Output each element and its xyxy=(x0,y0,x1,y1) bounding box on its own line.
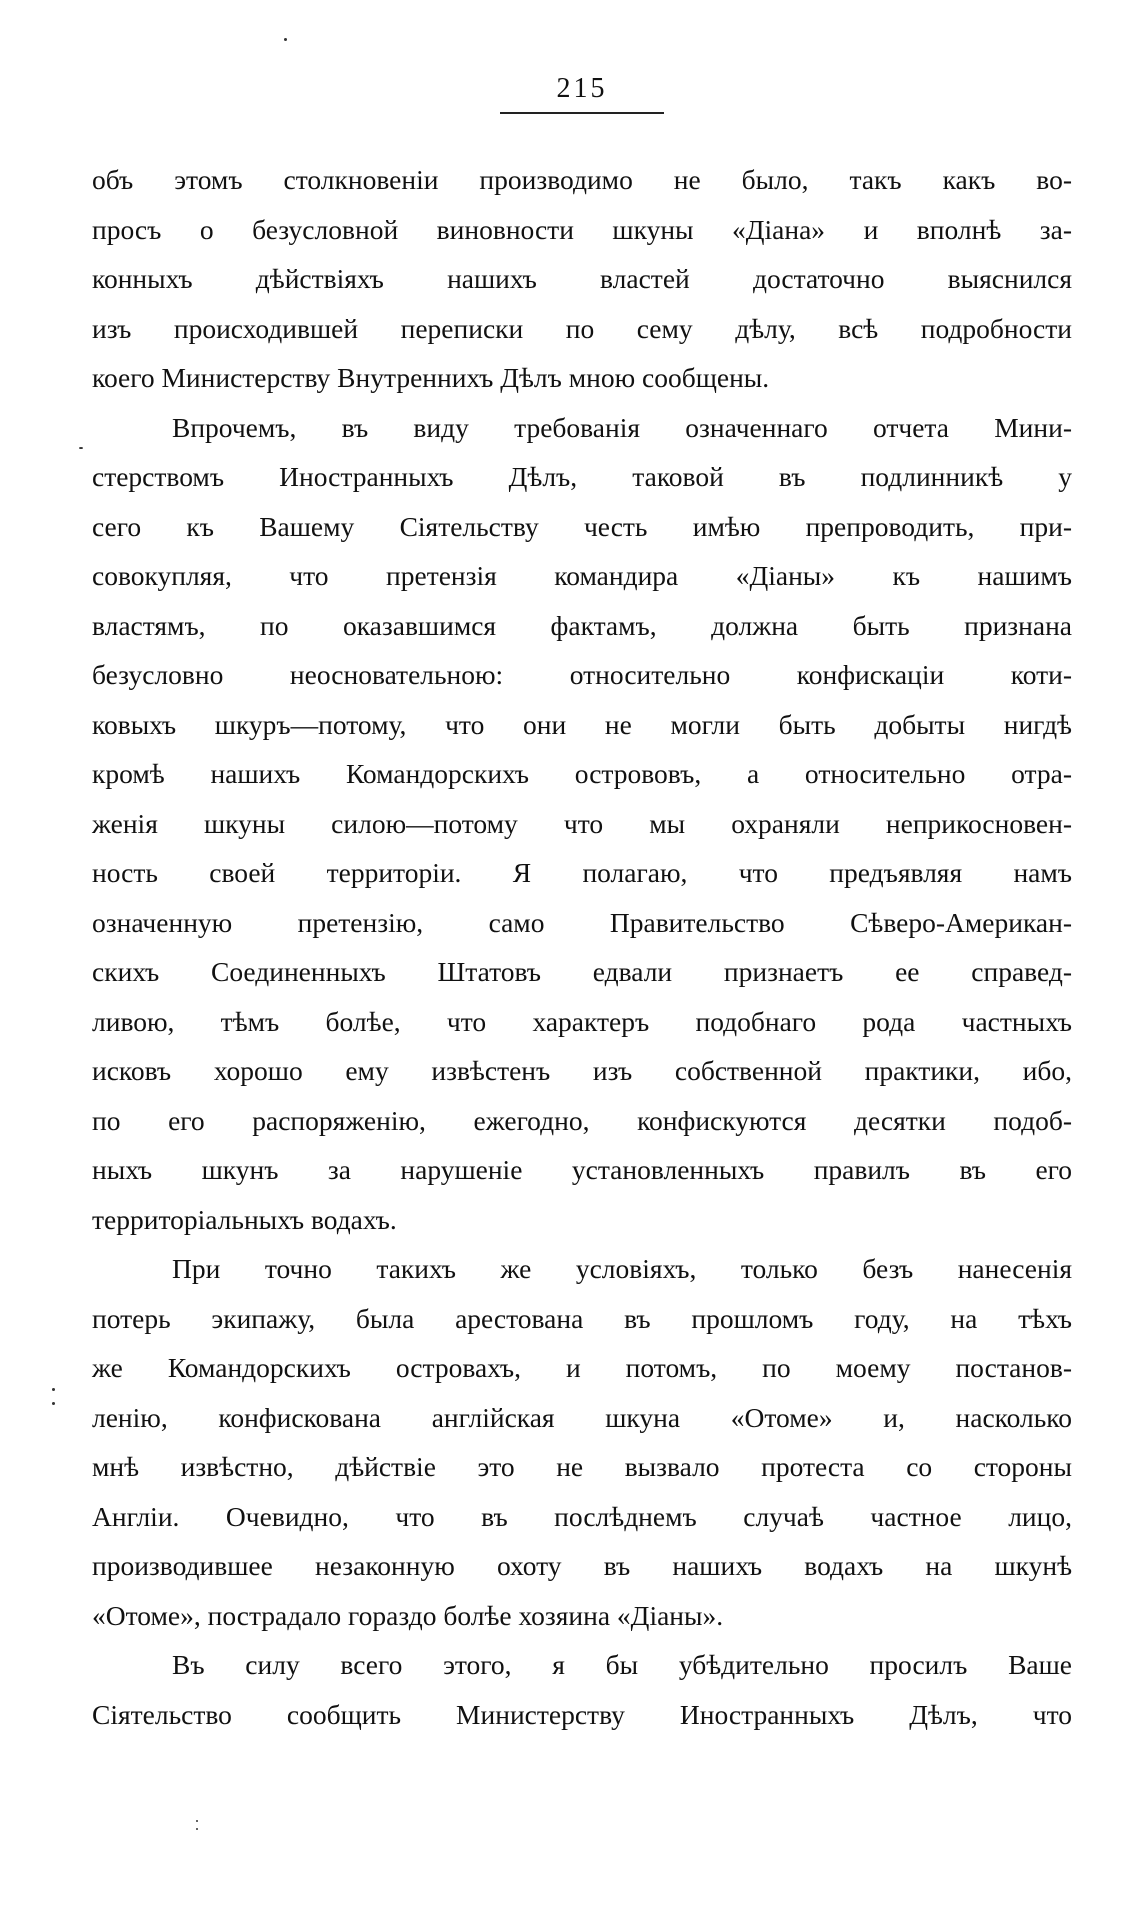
paragraph xyxy=(92,1244,1072,1640)
text-line: территоріальныхъ водахъ. xyxy=(92,1203,397,1235)
print-speck xyxy=(196,1828,198,1830)
print-speck xyxy=(52,1402,55,1405)
text-line: конныхъ дѣйствіяхъ нашихъ властей достаточно выяснился xyxy=(92,263,1072,294)
text-line: изъ происходившей переписки по сему дѣлу, всѣ подробности xyxy=(92,312,1072,344)
text-line: ленію, конфискована англійская шкуна «Отоме» и, насколько xyxy=(92,1401,1072,1433)
paragraph xyxy=(92,403,1072,1245)
text-line: При точно такихъ же условіяхъ, только безъ нанесенія xyxy=(172,1253,1072,1284)
paragraph xyxy=(92,1640,1072,1739)
text-line: по его распоряженію, ежегодно, конфискуются десятки подоб- xyxy=(92,1104,1072,1136)
text-line: мнѣ извѣстно, дѣйствіе это не вызвало протеста со стороны xyxy=(92,1451,1072,1482)
print-speck xyxy=(284,38,287,41)
page-number-rule xyxy=(500,112,664,114)
text-line: сего къ Вашему Сіятельству честь имѣю препроводить, при- xyxy=(92,510,1072,542)
text-line: производившее незаконную охоту въ нашихъ водахъ на шкунѣ xyxy=(92,1550,1072,1581)
text-line: Англіи. Очевидно, что въ послѣднемъ случаѣ частное лицо, xyxy=(92,1500,1072,1532)
print-speck xyxy=(79,447,83,449)
text-line: же Командорскихъ островахъ, и потомъ, по моему постанов- xyxy=(92,1352,1072,1383)
text-line: исковъ хорошо ему извѣстенъ изъ собственной практики, ибо, xyxy=(92,1055,1072,1086)
text-line: потерь экипажу, была арестована въ прошломъ году, на тѣхъ xyxy=(92,1302,1072,1334)
body-text xyxy=(92,155,1072,1739)
text-line: скихъ Соединенныхъ Штатовъ едвали признаетъ ее справед- xyxy=(92,956,1072,987)
text-line: кромѣ нашихъ Командорскихъ острововъ, а относительно отра- xyxy=(92,758,1072,789)
text-line: ливою, тѣмъ болѣе, что характеръ подобнаго рода частныхъ xyxy=(92,1005,1072,1037)
text-line: женія шкуны силою—потому что мы охраняли неприкосновен- xyxy=(92,807,1072,839)
text-line: просъ о безусловной виновности шкуны «Діана» и вполнѣ за- xyxy=(92,213,1072,245)
text-line: ность своей территоріи. Я полагаю, что предъявляя намъ xyxy=(92,857,1072,888)
print-speck xyxy=(52,1388,55,1391)
text-line: ковыхъ шкуръ—потому, что они не могли быть добыты нигдѣ xyxy=(92,708,1072,740)
text-line: означенную претензію, само Правительство Сѣверо-Американ- xyxy=(92,906,1072,938)
text-line: ныхъ шкунъ за нарушеніе установленныхъ правилъ въ его xyxy=(92,1154,1072,1185)
page-number: 215 xyxy=(556,73,608,104)
text-line: Сіятельство сообщить Министерству Иностранныхъ Дѣлъ, что xyxy=(92,1698,1072,1730)
text-line: Въ силу всего этого, я бы убѣдительно просилъ Ваше xyxy=(172,1649,1072,1680)
text-line: безусловно неосновательною: относительно конфискаціи коти- xyxy=(92,659,1072,690)
paragraph xyxy=(92,155,1072,403)
text-line: объ этомъ столкновеніи производимо не было, такъ какъ во- xyxy=(92,164,1072,195)
text-line: «Отоме», пострадало гораздо болѣе хозяина «Діаны». xyxy=(92,1599,724,1631)
print-speck xyxy=(196,1820,198,1822)
text-line: коего Министерству Внутреннихъ Дѣлъ мною сообщены. xyxy=(92,362,770,393)
text-line: Впрочемъ, въ виду требованія означеннаго отчета Мини- xyxy=(172,411,1072,443)
text-line: совокупляя, что претензія командира «Діаны» къ нашимъ xyxy=(92,560,1072,591)
text-line: стерствомъ Иностранныхъ Дѣлъ, таковой въ подлинникѣ у xyxy=(92,461,1072,492)
text-line: властямъ, по оказавшимся фактамъ, должна быть признана xyxy=(92,609,1072,641)
